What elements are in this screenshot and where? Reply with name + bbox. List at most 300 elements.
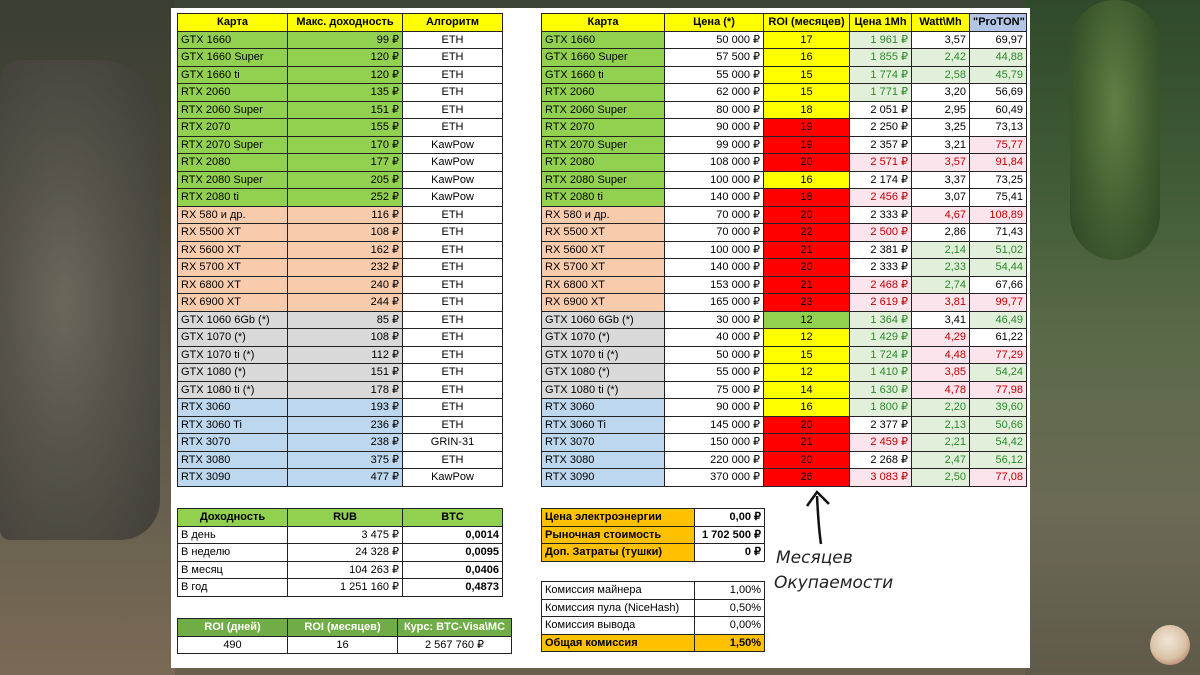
gpu-name: RTX 2060 (178, 84, 288, 102)
watt-per-mh: 2,21 (912, 434, 970, 452)
income-table (177, 508, 503, 597)
gpu-name: RX 6800 XT (542, 276, 665, 294)
gpu-name: RTX 2080 ti (542, 189, 665, 207)
cost-label: Цена электроэнергии (542, 509, 695, 527)
roi-months: 19 (764, 119, 850, 137)
max-income: 116 ₽ (288, 206, 403, 224)
max-income: 151 ₽ (288, 101, 403, 119)
gpu-name: RX 580 и др. (178, 206, 288, 224)
price-per-mh: 2 500 ₽ (850, 224, 912, 242)
roi-months: 20 (764, 206, 850, 224)
table-row (178, 276, 503, 294)
max-income: 170 ₽ (288, 136, 403, 154)
spreadsheet-panel (171, 8, 1030, 668)
max-income: 108 ₽ (288, 329, 403, 347)
gpu-price: 70 000 ₽ (665, 224, 764, 242)
table-row (178, 101, 503, 119)
max-income: 99 ₽ (288, 31, 403, 49)
table-row (178, 136, 503, 154)
gpu-name: GTX 1660 Super (542, 49, 665, 67)
table-row (542, 136, 1027, 154)
table-row (542, 206, 1027, 224)
right-table-header: Цена 1Mh (850, 14, 912, 32)
roi-months: 15 (764, 346, 850, 364)
watt-per-mh: 2,47 (912, 451, 970, 469)
roi-months: 20 (764, 416, 850, 434)
gpu-name: GTX 1080 ti (*) (542, 381, 665, 399)
gpu-name: RTX 2080 (178, 154, 288, 172)
table-row (178, 189, 503, 207)
algorithm: ETH (403, 206, 503, 224)
commission-label: Комиссия вывода (542, 617, 695, 635)
right-table-header: Цена (*) (665, 14, 764, 32)
table-row (542, 399, 1027, 417)
income-header: BTC (403, 509, 503, 527)
cost-label: Доп. Затраты (тушки) (542, 544, 695, 562)
max-income: 120 ₽ (288, 49, 403, 67)
roi-months: 20 (764, 154, 850, 172)
proton-score: 73,25 (970, 171, 1027, 189)
watt-per-mh: 2,42 (912, 49, 970, 67)
gpu-name: GTX 1660 ti (178, 66, 288, 84)
income-rub: 24 328 ₽ (288, 544, 403, 562)
income-header: RUB (288, 509, 403, 527)
background-tree (1070, 0, 1160, 260)
watt-per-mh: 3,57 (912, 154, 970, 172)
commission-label: Комиссия пула (NiceHash) (542, 599, 695, 617)
price-per-mh: 2 381 ₽ (850, 241, 912, 259)
gpu-price: 90 000 ₽ (665, 399, 764, 417)
gpu-name: RTX 2080 ti (178, 189, 288, 207)
proton-score: 56,69 (970, 84, 1027, 102)
table-row (542, 259, 1027, 277)
gpu-name: GTX 1080 (*) (178, 364, 288, 382)
price-per-mh: 2 468 ₽ (850, 276, 912, 294)
roi-months: 16 (764, 171, 850, 189)
table-row (178, 381, 503, 399)
gpu-name: RTX 2070 Super (178, 136, 288, 154)
income-label: В неделю (178, 544, 288, 562)
roi-months: 19 (764, 136, 850, 154)
income-rub: 3 475 ₽ (288, 526, 403, 544)
table-row (178, 49, 503, 67)
table-row (178, 224, 503, 242)
roi-months: 21 (764, 276, 850, 294)
algorithm: ETH (403, 364, 503, 382)
proton-score: 77,08 (970, 469, 1027, 487)
proton-score: 39,60 (970, 399, 1027, 417)
roi-months: 16 (764, 49, 850, 67)
gpu-name: RX 6800 XT (178, 276, 288, 294)
algorithm: ETH (403, 224, 503, 242)
gpu-price: 75 000 ₽ (665, 381, 764, 399)
gpu-price: 57 500 ₽ (665, 49, 764, 67)
price-per-mh: 1 774 ₽ (850, 66, 912, 84)
table-row (178, 66, 503, 84)
income-rub: 104 263 ₽ (288, 561, 403, 579)
algorithm: ETH (403, 119, 503, 137)
price-per-mh: 2 377 ₽ (850, 416, 912, 434)
price-per-mh: 2 619 ₽ (850, 294, 912, 312)
price-per-mh: 1 410 ₽ (850, 364, 912, 382)
roi-months-value: 16 (288, 636, 398, 654)
price-per-mh: 2 459 ₽ (850, 434, 912, 452)
table-row (178, 154, 503, 172)
table-row (178, 119, 503, 137)
right-table-header: "ProTON" (970, 14, 1027, 32)
table-row (542, 294, 1027, 312)
gpu-price: 55 000 ₽ (665, 364, 764, 382)
price-per-mh: 1 724 ₽ (850, 346, 912, 364)
price-per-mh: 1 771 ₽ (850, 84, 912, 102)
max-income: 477 ₽ (288, 469, 403, 487)
gpu-name: RX 5700 XT (542, 259, 665, 277)
price-per-mh: 2 250 ₽ (850, 119, 912, 137)
table-row (542, 189, 1027, 207)
proton-score: 61,22 (970, 329, 1027, 347)
gpu-price: 220 000 ₽ (665, 451, 764, 469)
max-income: 240 ₽ (288, 276, 403, 294)
price-per-mh: 2 333 ₽ (850, 206, 912, 224)
roi-months: 17 (764, 31, 850, 49)
gpu-name: RTX 2080 Super (178, 171, 288, 189)
commission-value: 0,50% (695, 599, 765, 617)
watt-per-mh: 4,29 (912, 329, 970, 347)
left-table-header: Алгоритм (403, 14, 503, 32)
right-gpu-table (541, 13, 1027, 487)
gpu-price: 165 000 ₽ (665, 294, 764, 312)
proton-score: 91,84 (970, 154, 1027, 172)
gpu-price: 62 000 ₽ (665, 84, 764, 102)
table-row (542, 346, 1027, 364)
left-table-header: Карта (178, 14, 288, 32)
algorithm: KawPow (403, 189, 503, 207)
watt-per-mh: 2,14 (912, 241, 970, 259)
proton-score: 50,66 (970, 416, 1027, 434)
proton-score: 56,12 (970, 451, 1027, 469)
watt-per-mh: 2,33 (912, 259, 970, 277)
roi-months: 16 (764, 399, 850, 417)
right-table-header: Watt\Mh (912, 14, 970, 32)
gpu-name: GTX 1660 (178, 31, 288, 49)
background-bottom-strip (175, 668, 1025, 675)
table-row (542, 119, 1027, 137)
price-per-mh: 1 800 ₽ (850, 399, 912, 417)
price-per-mh: 3 083 ₽ (850, 469, 912, 487)
max-income: 193 ₽ (288, 399, 403, 417)
max-income: 120 ₽ (288, 66, 403, 84)
watt-per-mh: 2,95 (912, 101, 970, 119)
proton-score: 75,77 (970, 136, 1027, 154)
gpu-price: 50 000 ₽ (665, 31, 764, 49)
algorithm: ETH (403, 66, 503, 84)
roi-months: 20 (764, 259, 850, 277)
gpu-price: 153 000 ₽ (665, 276, 764, 294)
roi-months: 20 (764, 451, 850, 469)
roi-months: 23 (764, 294, 850, 312)
watt-per-mh: 4,48 (912, 346, 970, 364)
gpu-price: 50 000 ₽ (665, 346, 764, 364)
price-per-mh: 2 268 ₽ (850, 451, 912, 469)
btc-rate-header: Курс: BTC-Visa\MC (398, 619, 512, 637)
proton-score: 44,88 (970, 49, 1027, 67)
gpu-name: RTX 3090 (178, 469, 288, 487)
algorithm: ETH (403, 276, 503, 294)
gpu-price: 55 000 ₽ (665, 66, 764, 84)
income-btc: 0,0014 (403, 526, 503, 544)
gpu-price: 90 000 ₽ (665, 119, 764, 137)
table-row (178, 416, 503, 434)
roi-days-header: ROI (дней) (178, 619, 288, 637)
table-row (542, 381, 1027, 399)
gpu-price: 140 000 ₽ (665, 189, 764, 207)
algorithm: ETH (403, 346, 503, 364)
max-income: 205 ₽ (288, 171, 403, 189)
commission-total-label: Общая комиссия (542, 634, 695, 652)
commission-label: Комиссия майнера (542, 582, 695, 600)
gpu-name: RX 6900 XT (542, 294, 665, 312)
proton-score: 77,98 (970, 381, 1027, 399)
price-per-mh: 1 429 ₽ (850, 329, 912, 347)
max-income: 108 ₽ (288, 224, 403, 242)
right-table-header: Карта (542, 14, 665, 32)
price-per-mh: 1 961 ₽ (850, 31, 912, 49)
gpu-name: RTX 2080 Super (542, 171, 665, 189)
gpu-price: 70 000 ₽ (665, 206, 764, 224)
table-row (178, 84, 503, 102)
max-income: 162 ₽ (288, 241, 403, 259)
cost-label: Рыночная стоимость (542, 526, 695, 544)
gpu-name: RTX 2060 Super (542, 101, 665, 119)
gpu-name: RTX 3070 (178, 434, 288, 452)
table-row (542, 434, 1027, 452)
gpu-name: RTX 3090 (542, 469, 665, 487)
gpu-name: GTX 1660 Super (178, 49, 288, 67)
gpu-name: RTX 2070 (178, 119, 288, 137)
background-stone-wall (0, 60, 160, 540)
watt-per-mh: 3,07 (912, 189, 970, 207)
proton-score: 54,24 (970, 364, 1027, 382)
watt-per-mh: 2,20 (912, 399, 970, 417)
roi-months: 22 (764, 224, 850, 242)
right-table-header: ROI (месяцев) (764, 14, 850, 32)
table-row (178, 259, 503, 277)
table-row (178, 364, 503, 382)
table-row (542, 469, 1027, 487)
table-row (542, 66, 1027, 84)
roi-months: 15 (764, 84, 850, 102)
commission-value: 1,00% (695, 582, 765, 600)
algorithm: GRIN-31 (403, 434, 503, 452)
price-per-mh: 1 630 ₽ (850, 381, 912, 399)
watt-per-mh: 3,81 (912, 294, 970, 312)
background-top-strip (175, 0, 1025, 8)
proton-score: 45,79 (970, 66, 1027, 84)
gpu-name: RTX 2060 (542, 84, 665, 102)
proton-score: 67,66 (970, 276, 1027, 294)
algorithm: KawPow (403, 469, 503, 487)
gpu-name: GTX 1060 6Gb (*) (542, 311, 665, 329)
watt-per-mh: 2,13 (912, 416, 970, 434)
algorithm: ETH (403, 101, 503, 119)
proton-score: 54,42 (970, 434, 1027, 452)
algorithm: KawPow (403, 154, 503, 172)
proton-score: 77,29 (970, 346, 1027, 364)
channel-avatar (1150, 625, 1190, 665)
income-label: В день (178, 526, 288, 544)
gpu-price: 40 000 ₽ (665, 329, 764, 347)
commission-total-value: 1,50% (695, 634, 765, 652)
gpu-name: RX 5500 XT (542, 224, 665, 242)
table-row (542, 31, 1027, 49)
table-row (178, 329, 503, 347)
gpu-name: RTX 3060 (178, 399, 288, 417)
roi-months: 14 (764, 381, 850, 399)
table-row (542, 154, 1027, 172)
watt-per-mh: 3,37 (912, 171, 970, 189)
max-income: 375 ₽ (288, 451, 403, 469)
table-row (542, 49, 1027, 67)
gpu-name: GTX 1660 (542, 31, 665, 49)
income-label: В месяц (178, 561, 288, 579)
commission-table (541, 581, 765, 652)
proton-score: 69,97 (970, 31, 1027, 49)
price-per-mh: 1 364 ₽ (850, 311, 912, 329)
max-income: 236 ₽ (288, 416, 403, 434)
gpu-name: RTX 3080 (542, 451, 665, 469)
gpu-name: GTX 1070 ti (*) (178, 346, 288, 364)
watt-per-mh: 4,67 (912, 206, 970, 224)
max-income: 85 ₽ (288, 311, 403, 329)
gpu-name: RTX 3060 (542, 399, 665, 417)
proton-score: 60,49 (970, 101, 1027, 119)
gpu-name: RTX 3080 (178, 451, 288, 469)
gpu-price: 100 000 ₽ (665, 241, 764, 259)
proton-score: 108,89 (970, 206, 1027, 224)
arrow-up-icon (799, 486, 839, 546)
gpu-name: GTX 1070 (*) (542, 329, 665, 347)
table-row (178, 434, 503, 452)
watt-per-mh: 2,74 (912, 276, 970, 294)
gpu-name: RTX 3060 Ti (542, 416, 665, 434)
watt-per-mh: 2,50 (912, 469, 970, 487)
algorithm: ETH (403, 49, 503, 67)
table-row (542, 311, 1027, 329)
cost-table (541, 508, 765, 562)
table-row (542, 276, 1027, 294)
price-per-mh: 2 174 ₽ (850, 171, 912, 189)
price-per-mh: 2 333 ₽ (850, 259, 912, 277)
gpu-price: 150 000 ₽ (665, 434, 764, 452)
price-per-mh: 2 357 ₽ (850, 136, 912, 154)
gpu-name: RTX 2060 Super (178, 101, 288, 119)
gpu-name: RX 5600 XT (542, 241, 665, 259)
watt-per-mh: 4,78 (912, 381, 970, 399)
gpu-name: RTX 3060 Ti (178, 416, 288, 434)
algorithm: ETH (403, 294, 503, 312)
left-gpu-table (177, 13, 503, 487)
roi-months: 12 (764, 364, 850, 382)
roi-months: 18 (764, 101, 850, 119)
left-table-header: Макс. доходность (288, 14, 403, 32)
price-per-mh: 2 051 ₽ (850, 101, 912, 119)
table-row (542, 364, 1027, 382)
watt-per-mh: 3,85 (912, 364, 970, 382)
algorithm: ETH (403, 416, 503, 434)
price-per-mh: 2 456 ₽ (850, 189, 912, 207)
gpu-name: RTX 2080 (542, 154, 665, 172)
table-row (178, 469, 503, 487)
watt-per-mh: 2,58 (912, 66, 970, 84)
btc-rate-value: 2 567 760 ₽ (398, 636, 512, 654)
table-row (542, 451, 1027, 469)
roi-months: 21 (764, 241, 850, 259)
algorithm: KawPow (403, 171, 503, 189)
roi-months: 12 (764, 329, 850, 347)
max-income: 252 ₽ (288, 189, 403, 207)
algorithm: ETH (403, 381, 503, 399)
income-header: Доходность (178, 509, 288, 527)
max-income: 244 ₽ (288, 294, 403, 312)
gpu-price: 370 000 ₽ (665, 469, 764, 487)
table-row (542, 171, 1027, 189)
gpu-price: 140 000 ₽ (665, 259, 764, 277)
roi-months: 18 (764, 189, 850, 207)
proton-score: 51,02 (970, 241, 1027, 259)
proton-score: 99,77 (970, 294, 1027, 312)
table-row (178, 311, 503, 329)
watt-per-mh: 3,41 (912, 311, 970, 329)
income-label: В год (178, 579, 288, 597)
gpu-name: GTX 1060 6Gb (*) (178, 311, 288, 329)
table-row (178, 346, 503, 364)
proton-score: 75,41 (970, 189, 1027, 207)
roi-months: 15 (764, 66, 850, 84)
table-row (178, 451, 503, 469)
algorithm: ETH (403, 241, 503, 259)
cost-value: 0 ₽ (695, 544, 765, 562)
gpu-name: GTX 1660 ti (542, 66, 665, 84)
price-per-mh: 1 855 ₽ (850, 49, 912, 67)
gpu-name: GTX 1070 (*) (178, 329, 288, 347)
cost-value: 1 702 500 ₽ (695, 526, 765, 544)
algorithm: KawPow (403, 136, 503, 154)
gpu-name: GTX 1070 ti (*) (542, 346, 665, 364)
roi-days-value: 490 (178, 636, 288, 654)
gpu-name: RX 5600 XT (178, 241, 288, 259)
watt-per-mh: 3,21 (912, 136, 970, 154)
proton-score: 46,49 (970, 311, 1027, 329)
income-rub: 1 251 160 ₽ (288, 579, 403, 597)
watt-per-mh: 3,57 (912, 31, 970, 49)
gpu-price: 108 000 ₽ (665, 154, 764, 172)
gpu-name: RTX 3070 (542, 434, 665, 452)
gpu-price: 99 000 ₽ (665, 136, 764, 154)
algorithm: ETH (403, 84, 503, 102)
gpu-price: 145 000 ₽ (665, 416, 764, 434)
table-row (178, 294, 503, 312)
gpu-name: GTX 1080 ti (*) (178, 381, 288, 399)
gpu-price: 30 000 ₽ (665, 311, 764, 329)
annotation-line2: Окупаемости (774, 573, 894, 593)
table-row (542, 224, 1027, 242)
algorithm: ETH (403, 259, 503, 277)
max-income: 155 ₽ (288, 119, 403, 137)
roi-months-header: ROI (месяцев) (288, 619, 398, 637)
algorithm: ETH (403, 451, 503, 469)
roi-months: 21 (764, 434, 850, 452)
table-row (178, 206, 503, 224)
